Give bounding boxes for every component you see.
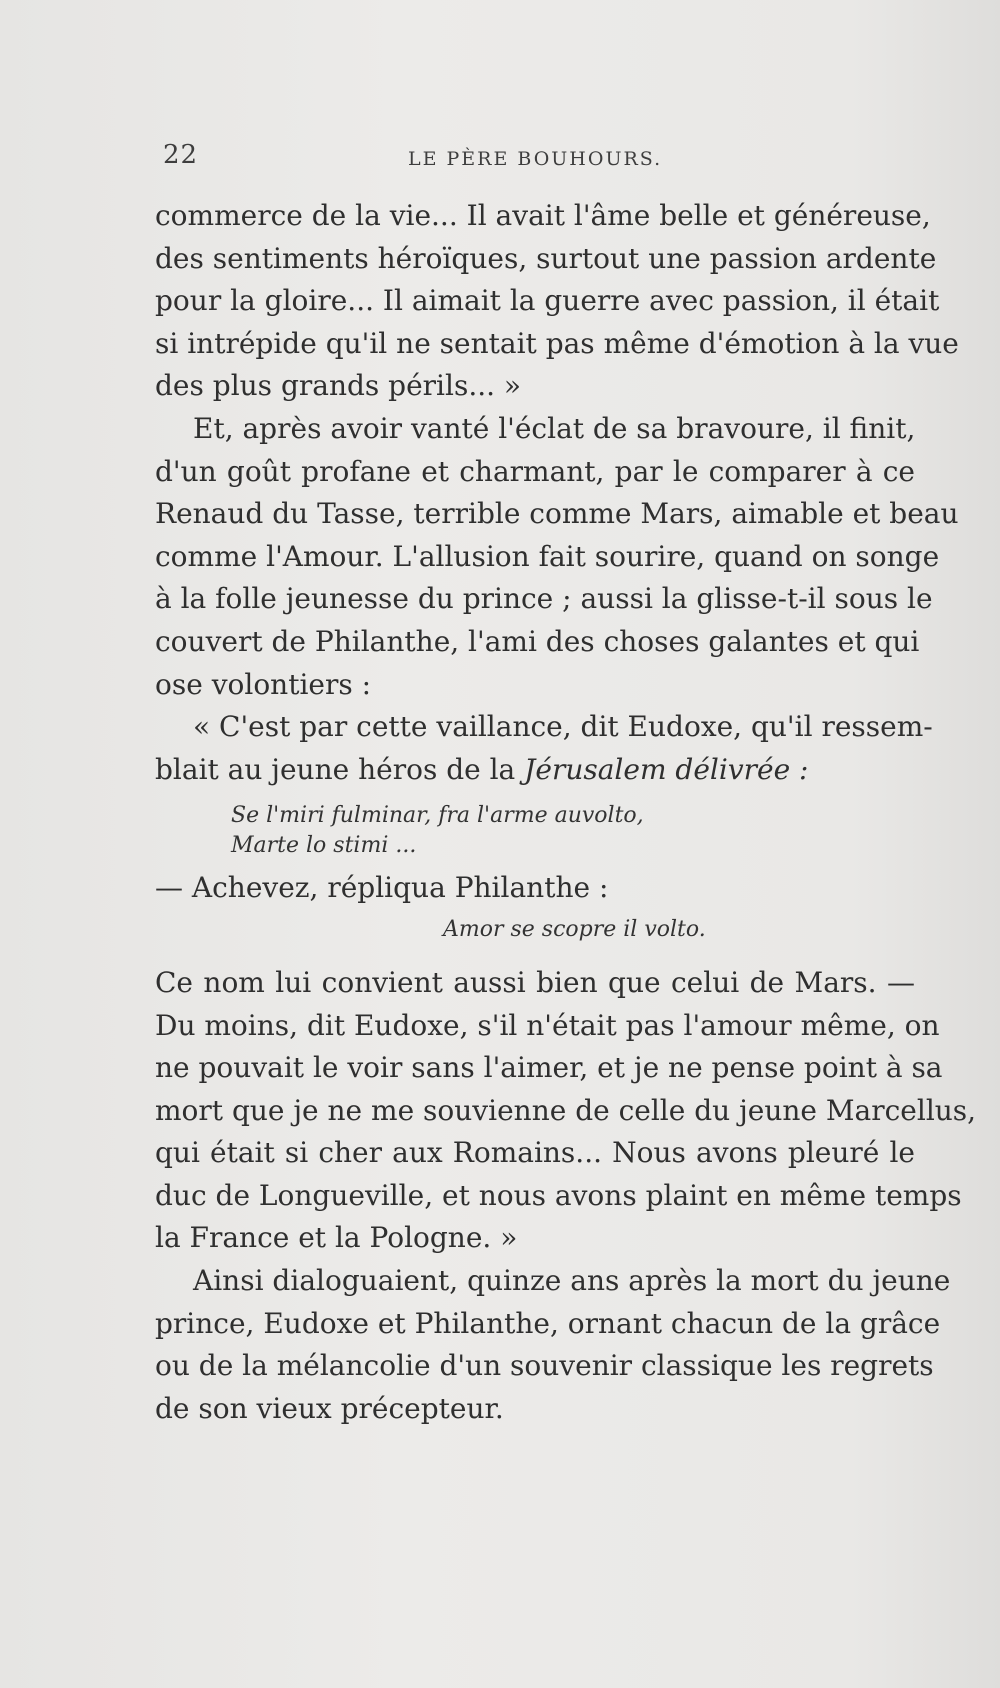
text-line: « C'est par cette vaillance, dit Eudoxe, qu'il ressem- <box>193 710 933 744</box>
text-line: Renaud du Tasse, terrible comme Mars, aimable et beau <box>155 497 959 531</box>
text-line: de son vieux précepteur. <box>155 1391 504 1425</box>
verse-quotation-right: Amor se scopre il volto. <box>443 916 706 942</box>
text-line: couvert de Philanthe, l'ami des choses galantes et qui <box>155 624 920 658</box>
text-line: des sentiments héroïques, surtout une passion ardente <box>155 241 937 275</box>
text-line-part: blait au jeune héros de la <box>155 752 525 786</box>
text-line: prince, Eudoxe et Philanthe, ornant chacun de la grâce <box>155 1306 941 1340</box>
text-line <box>155 749 915 792</box>
page-header <box>163 140 863 180</box>
page-number: 22 <box>163 140 199 170</box>
verse-line: Marte lo stimi ... <box>231 833 417 859</box>
text-line: ne pouvait le voir sans l'aimer, et je ne pense point à sa <box>155 1051 943 1085</box>
text-line: — Achevez, répliqua Philanthe : <box>155 871 609 905</box>
body-text <box>155 195 977 1430</box>
work-title: Jérusalem délivrée : <box>524 752 809 786</box>
text-line: commerce de la vie... Il avait l'âme belle et généreuse, <box>155 199 931 232</box>
text-line: pour la gloire... Il aimait la guerre avec passion, il était <box>155 284 940 318</box>
text-line: qui était si cher aux Romains... Nous avons pleuré le <box>155 1136 915 1170</box>
text-line: la France et la Pologne. » <box>155 1221 518 1255</box>
verse-quotation <box>231 801 915 861</box>
text-line: Ce nom lui convient aussi bien que celui de Mars. — <box>155 965 915 999</box>
verse-line: Se l'miri fulminar, fra l'arme auvolto, <box>231 803 644 829</box>
text-line: duc de Longueville, et nous avons plaint en même temps <box>155 1178 962 1212</box>
text-line: si intrépide qu'il ne sentait pas même d'émotion à la vue <box>155 326 959 360</box>
text-line: des plus grands périls... » <box>155 369 522 403</box>
text-line: mort que je ne me souvienne de celle du jeune Marcellus, <box>155 1093 977 1127</box>
running-head: LE PÈRE BOUHOURS. <box>408 148 663 170</box>
text-line: ose volontiers : <box>155 667 372 701</box>
text-line: Du moins, dit Eudoxe, s'il n'était pas l'amour même, on <box>155 1008 940 1042</box>
text-line: Et, après avoir vanté l'éclat de sa bravoure, il finit, <box>193 411 916 445</box>
text-line: Ainsi dialoguaient, quinze ans après la mort du jeune <box>193 1264 951 1298</box>
text-line: d'un goût profane et charmant, par le comparer à ce <box>155 454 915 488</box>
text-line: comme l'Amour. L'allusion fait sourire, quand on songe <box>155 539 940 573</box>
text-line: à la folle jeunesse du prince ; aussi la glisse-t-il sous le <box>155 582 933 616</box>
text-line: ou de la mélancolie d'un souvenir classique les regrets <box>155 1349 934 1383</box>
